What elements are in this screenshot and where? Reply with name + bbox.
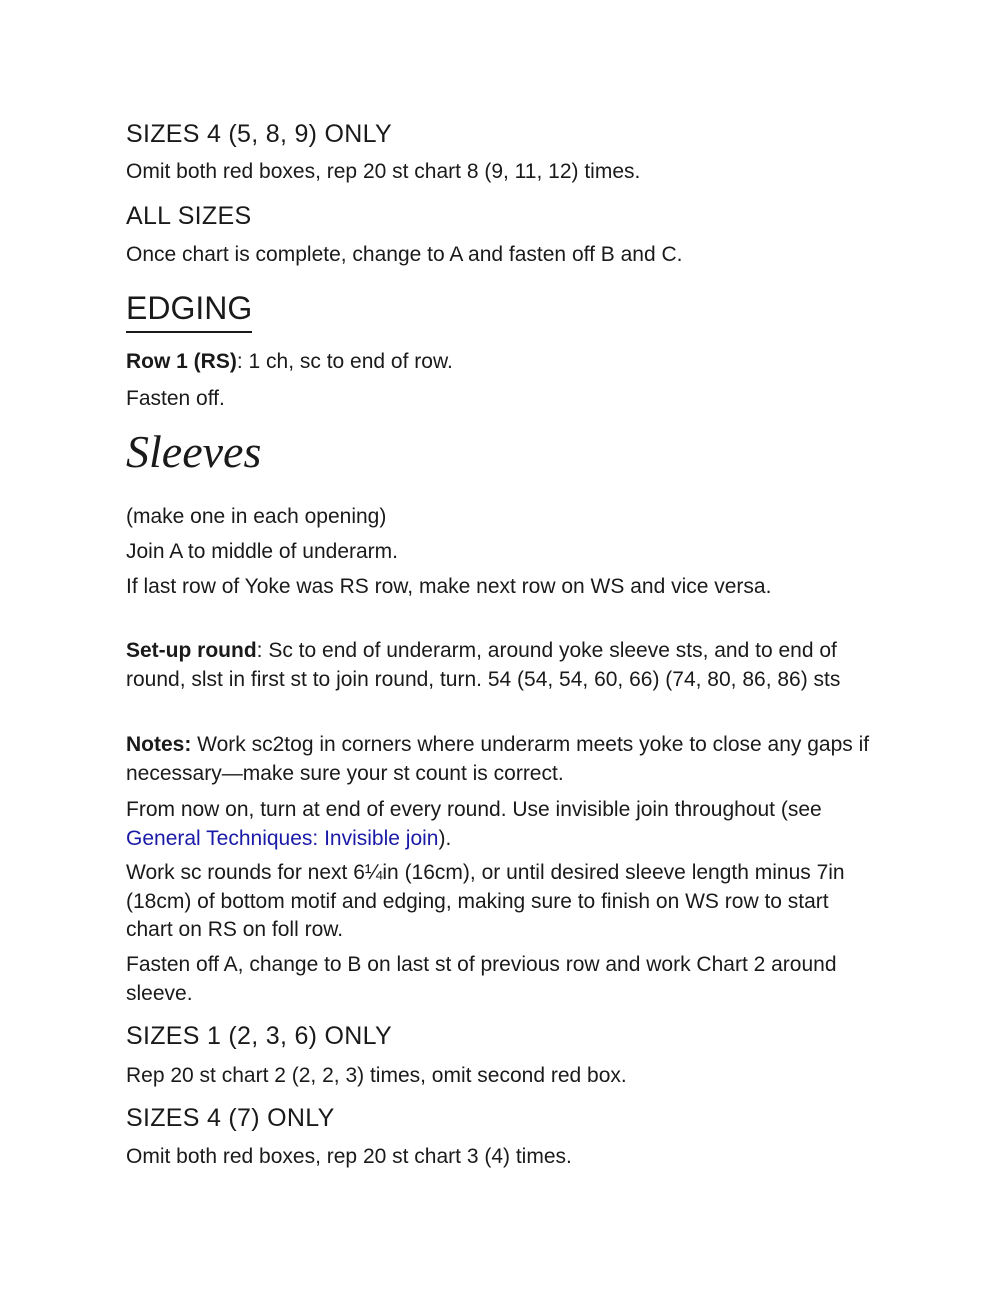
row1-text: : 1 ch, sc to end of row. — [236, 350, 453, 373]
sleeves-p2: Join A to middle of underarm. — [126, 540, 398, 563]
setup-round-label: Set-up round — [126, 639, 257, 662]
from-now-end: ). — [438, 826, 452, 850]
sizes-4-5-8-9-text: Omit both red boxes, rep 20 st chart 8 (9, 11, 12) times. — [126, 160, 641, 183]
edging-heading: EDGING — [126, 289, 252, 333]
notes-text: Work sc2tog in corners where underarm meets yoke to close any gaps if necessary—make sure your st count is correct. — [126, 733, 870, 785]
edging-fasten-off: Fasten off. — [126, 387, 225, 410]
from-now-text: From now on, turn at end of every round. Use invisible join throughout (see — [126, 798, 822, 821]
invisible-join-link[interactable]: General Techniques: Invisible join — [126, 826, 439, 850]
work-sc-paragraph: Work sc rounds for next 6¼in (16cm), or until desired sleeve length minus 7in (18cm) of bottom motif and edging, making sure to finish on WS row to start chart on RS on foll row. — [126, 861, 845, 941]
notes-label: Notes: — [126, 733, 192, 756]
sleeves-title: Sleeves — [126, 426, 262, 477]
sizes-4-7-text: Omit both red boxes, rep 20 st chart 3 (4) times. — [126, 1145, 572, 1168]
notes-paragraph — [126, 731, 871, 788]
all-sizes-text: Once chart is complete, change to A and fasten off B and C. — [126, 243, 683, 266]
setup-round-text: : Sc to end of underarm, around yoke sleeve sts, and to end of round, slst in first st to join round, turn. 54 (54, 54, 60, 66) (74, 80, 86, 86) sts — [126, 639, 841, 691]
sizes-4-7-heading: SIZES 4 (7) ONLY — [126, 1104, 335, 1132]
edging-row1 — [126, 348, 886, 377]
sizes-4-5-8-9-heading: SIZES 4 (5, 8, 9) ONLY — [126, 120, 392, 148]
sizes-1-2-3-6-heading: SIZES 1 (2, 3, 6) ONLY — [126, 1022, 392, 1050]
fasten-a-paragraph: Fasten off A, change to B on last st of previous row and work Chart 2 around sleeve. — [126, 953, 837, 1005]
row1-label: Row 1 (RS) — [126, 350, 237, 373]
sleeves-p1: (make one in each opening) — [126, 505, 387, 528]
sizes-1-2-3-6-text: Rep 20 st chart 2 (2, 2, 3) times, omit second red box. — [126, 1064, 627, 1087]
all-sizes-heading: ALL SIZES — [126, 202, 252, 230]
sleeves-p3: If last row of Yoke was RS row, make next row on WS and vice versa. — [126, 575, 772, 598]
setup-round-paragraph — [126, 637, 871, 694]
from-now-paragraph — [126, 796, 876, 853]
